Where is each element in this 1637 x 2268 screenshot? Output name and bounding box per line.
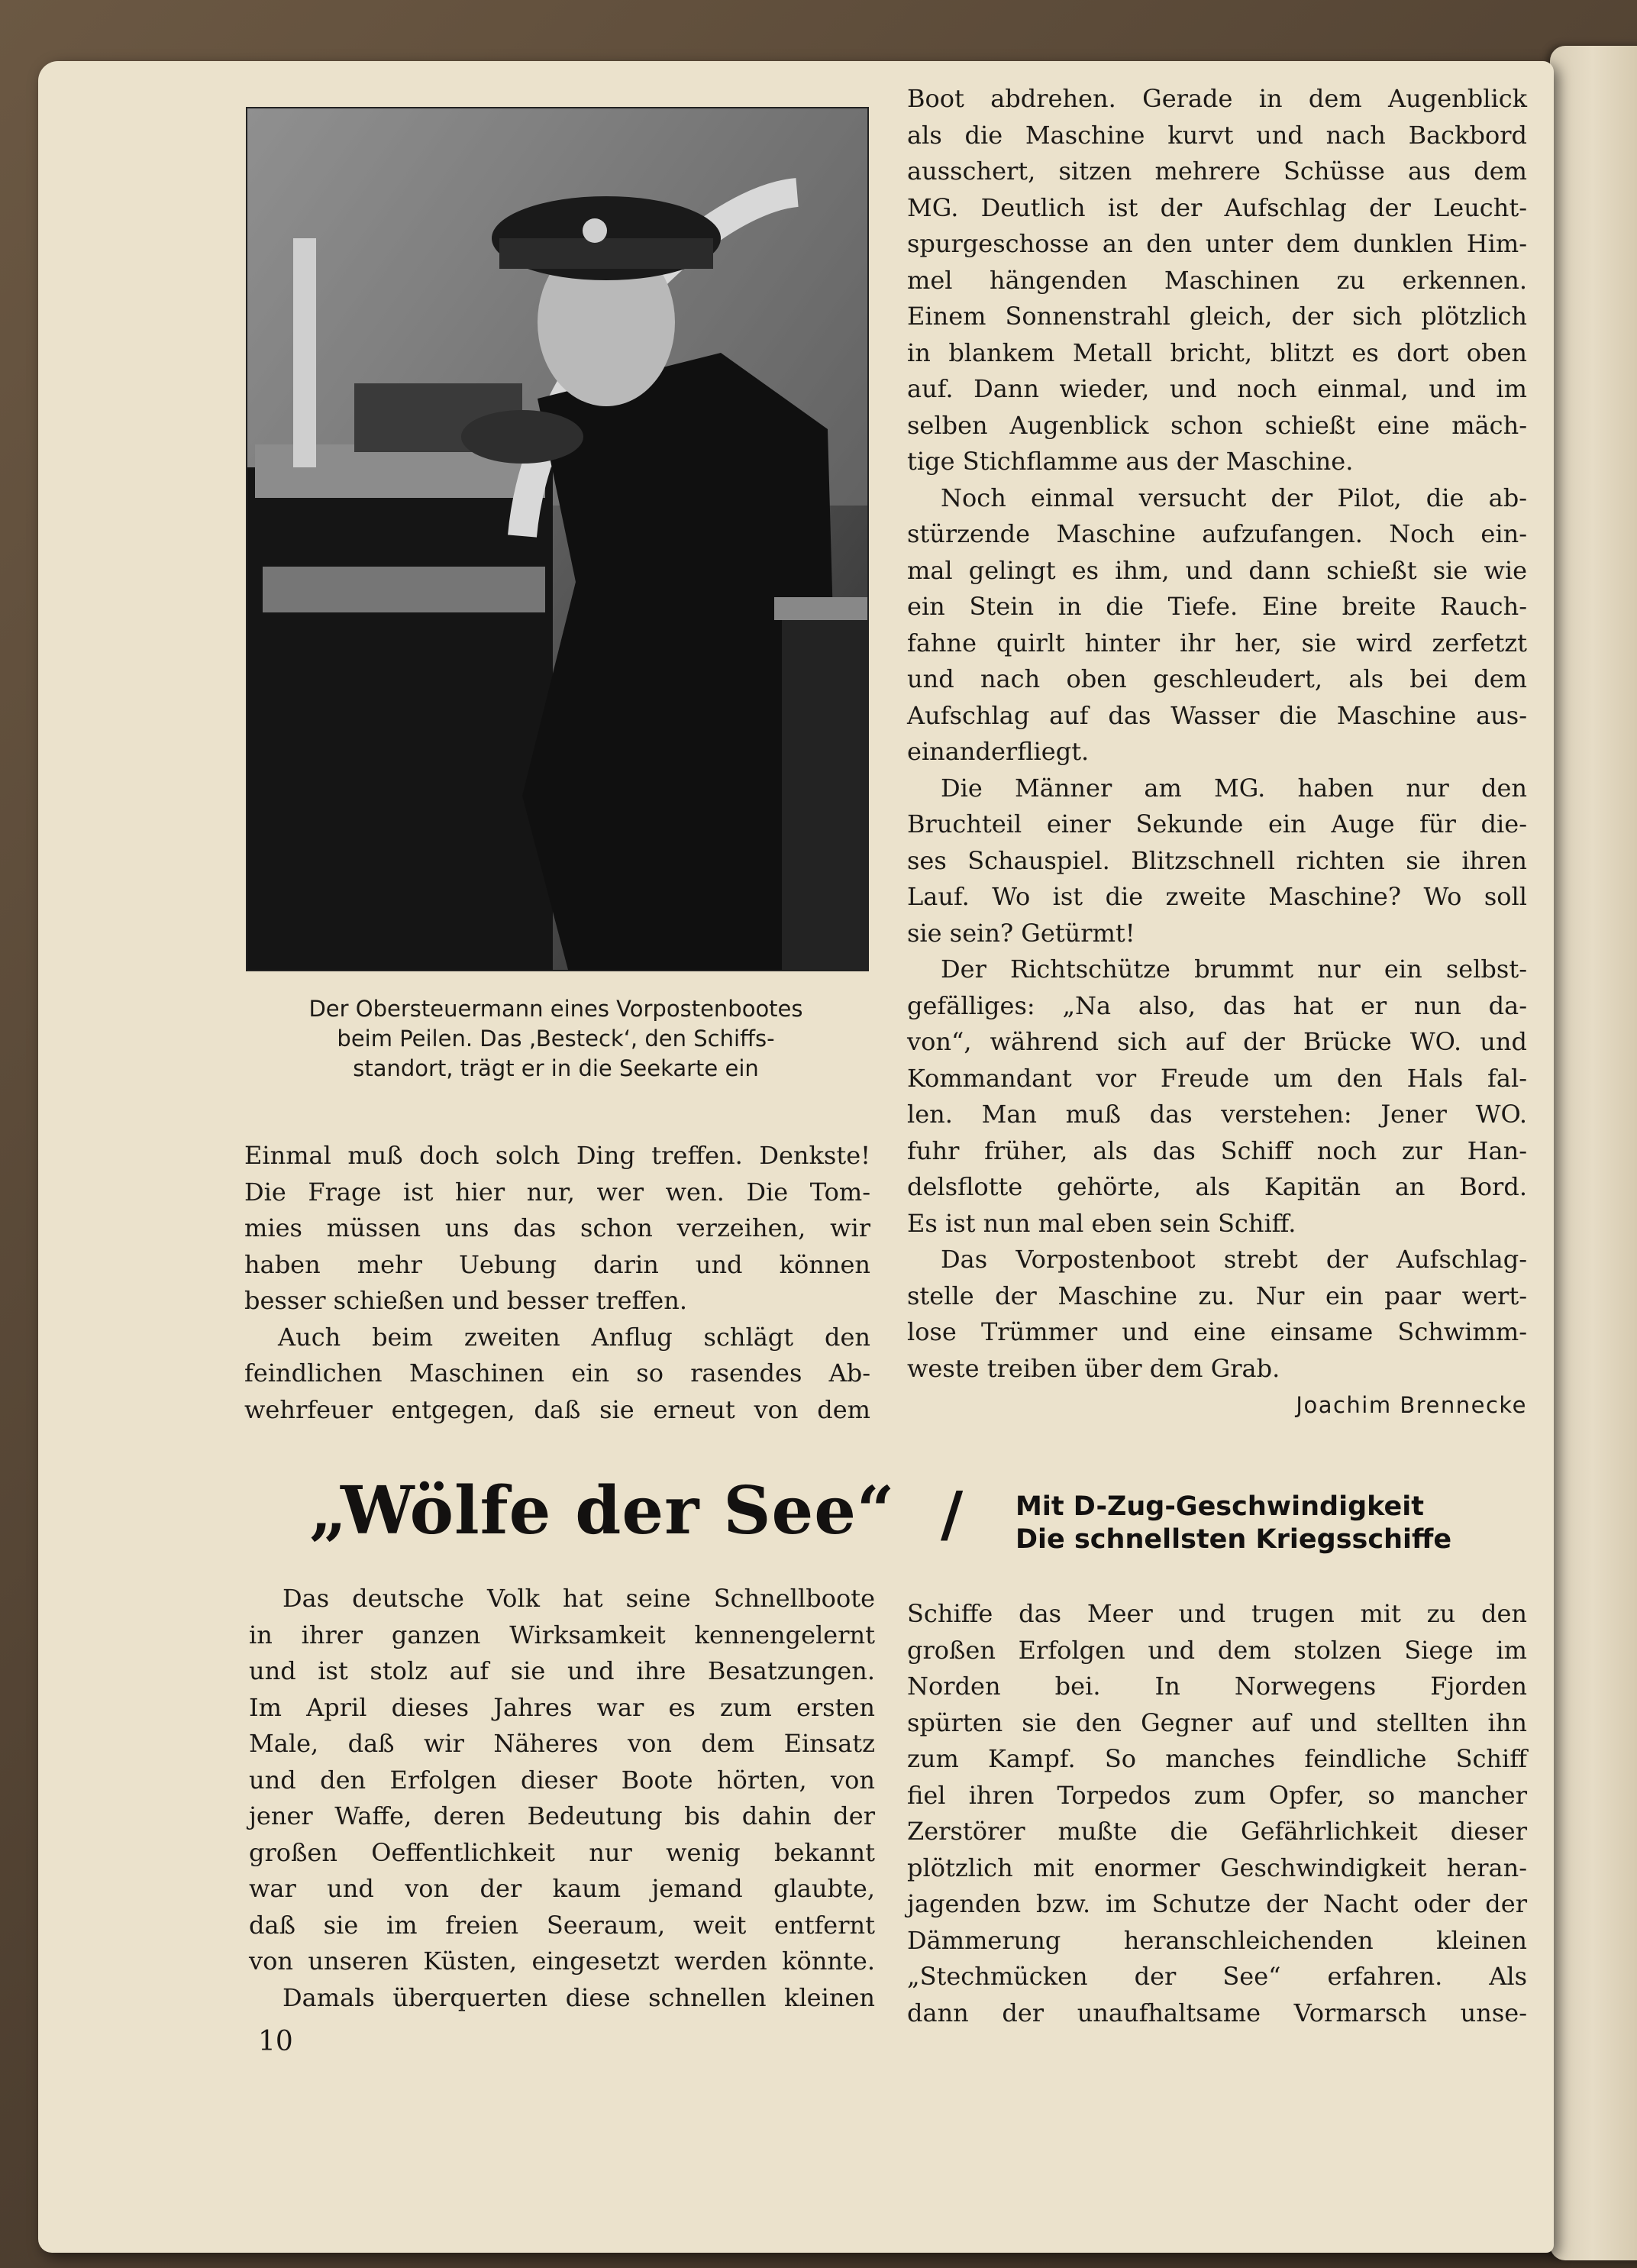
text-line: dann der unaufhaltsame Vormarsch unse- [907,1998,1527,2027]
text-line: großen Erfolgen und dem stolzen Siege im [907,1635,1527,1665]
text-line: auf. Dann wieder, und noch einmal, und im [907,374,1527,403]
text-line: selben Augenblick schon schießt eine mäch- [907,410,1527,440]
text-line: ausschert, sitzen mehrere Schüsse aus dem [907,157,1527,186]
text-line: len. Man muß das verstehen: Jener WO. [907,1100,1527,1129]
text-line: Einmal muß doch solch Ding treffen. Denkste! [244,1141,870,1170]
text-line: war und von der kaum jemand glaubte, [249,1874,875,1903]
text-line: Schiffe das Meer und trugen mit zu den [907,1599,1527,1628]
adjacent-page-edge [1550,46,1637,2260]
text-line: Dämmerung heranschleichenden kleinen [907,1925,1527,1955]
article-subheadline [1015,1491,1451,1556]
text-line: stelle der Maschine zu. Nur ein paar wert- [907,1281,1527,1310]
text-line: lose Trümmer und eine einsame Schwimm- [907,1317,1527,1346]
text-line: großen Oeffentlichkeit nur wenig bekannt [249,1837,875,1867]
text-line: mies müssen uns das schon verzeihen, wir [244,1213,870,1242]
text-line: haben mehr Uebung darin und können [244,1249,870,1279]
text-line: einanderfliegt. [907,737,1090,766]
text-line: in blankem Metall bricht, blitzt es dort oben [907,338,1527,367]
text-line: Male, daß wir Näheres von dem Einsatz [249,1729,875,1758]
text-line: mel hängenden Maschinen zu erkennen. [907,265,1527,295]
text-line: Zerstörer mußte die Gefährlichkeit dieser [907,1817,1527,1846]
subheadline-line: Die schnellsten Kriegsschiffe [1015,1524,1452,1555]
text-line: von“, während sich auf der Brücke WO. und [907,1027,1527,1056]
subheadline-line: Mit D-Zug-Geschwindigkeit [1015,1491,1424,1522]
text-line: gefälliges: „Na also, das hat er nun da- [907,990,1527,1020]
text-line: jagenden bzw. im Schutze der Nacht oder der [907,1889,1527,1918]
page-number: 10 [258,2026,293,2057]
text-line: sie sein? Getürmt! [907,918,1135,948]
article-headline: „Wölfe der See“ [309,1472,896,1549]
article-column-top-left [244,1138,870,1428]
text-line: und ist stolz auf sie und ihre Besatzungen. [249,1656,875,1685]
text-line: fiel ihren Torpedos zum Opfer, so mancher [907,1780,1527,1810]
text-line: in ihrer ganzen Wirksamkeit kennengelernt [249,1620,875,1649]
text-line: Noch einmal versucht der Pilot, die ab- [941,483,1527,512]
text-line: fahne quirlt hinter ihr her, sie wird zerfetzt [907,628,1527,657]
text-line: jener Waffe, deren Bedeutung bis dahin der [249,1801,875,1830]
text-line: feindlichen Maschinen ein so rasendes Ab- [244,1359,870,1388]
text-line: ein Stein in die Tiefe. Eine breite Rauch- [907,592,1527,621]
caption-line: standort, trägt er in die Seekarte ein [353,1055,759,1081]
text-line: Kommandant vor Freude um den Hals fal- [907,1063,1527,1093]
article-column-bottom-left [249,1581,875,2016]
text-line: stürzende Maschine aufzufangen. Noch ein- [907,519,1527,548]
text-line: Auch beim zweiten Anflug schlägt den [278,1322,870,1352]
text-line: mal gelingt es ihm, und dann schießt sie wie [907,555,1527,585]
text-line: ses Schauspiel. Blitzschnell richten sie ihren [907,845,1527,875]
text-line: Die Männer am MG. haben nur den [941,773,1527,803]
text-line: Es ist nun mal eben sein Schiff. [907,1208,1296,1238]
text-line: weste treiben über dem Grab. [907,1353,1280,1383]
article-column-bottom-right [907,1596,1527,2031]
text-line: Im April dieses Jahres war es zum ersten [249,1692,875,1722]
headline-separator: / [941,1478,964,1549]
article-column-top-right [907,81,1527,1387]
photo-caption [243,994,869,1084]
text-line: Lauf. Wo ist die zweite Maschine? Wo soll [907,882,1527,911]
text-line: Norden bei. In Norwegens Fjorden [907,1672,1527,1701]
text-line: Das Vorpostenboot strebt der Aufschlag- [941,1245,1527,1274]
text-line: fuhr früher, als das Schiff noch zur Han- [907,1136,1527,1165]
text-line: zum Kampf. So manches feindliche Schiff [907,1744,1527,1773]
caption-line: beim Peilen. Das ‚Besteck‘, den Schiffs- [337,1026,775,1052]
text-line: Einem Sonnenstrahl gleich, der sich plötzlich [907,302,1527,331]
text-line: von unseren Küsten, eingesetzt werden könnte. [249,1947,875,1976]
text-line: Das deutsche Volk hat seine Schnellboote [283,1584,875,1613]
text-line: Bruchteil einer Sekunde ein Auge für die- [907,809,1527,838]
text-line: „Stechmücken der See“ erfahren. Als [907,1962,1527,1991]
text-line: Aufschlag auf das Wasser die Maschine aus- [907,700,1527,730]
text-line: und den Erfolgen dieser Boote hörten, von [249,1765,875,1795]
text-line: spurgeschosse an den unter dem dunklen Him- [907,229,1527,258]
text-line: als die Maschine kurvt und nach Backbord [907,120,1527,150]
text-line: daß sie im freien Seeraum, weit entfernt [249,1910,875,1940]
text-line: delsflotte gehörte, als Kapitän an Bord. [907,1172,1527,1201]
text-line: MG. Deutlich ist der Aufschlag der Leucht- [907,192,1527,222]
text-line: wehrfeuer entgegen, daß sie erneut von dem [244,1394,870,1424]
caption-line: Der Obersteuermann eines Vorpostenbootes [308,996,803,1022]
text-line: plötzlich mit enormer Geschwindigkeit heran- [907,1853,1527,1882]
text-line: Die Frage ist hier nur, wer wen. Die Tom- [244,1177,870,1207]
text-line: Der Richtschütze brummt nur ein selbst- [941,955,1527,984]
text-line: Boot abdrehen. Gerade in dem Augenblick [907,84,1527,113]
text-line: spürten sie den Gegner auf und stellten ihn [907,1707,1527,1737]
text-line: besser schießen und besser treffen. [244,1286,687,1315]
text-line: Damals überquerten diese schnellen kleinen [283,1982,875,2012]
author-byline: Joachim Brennecke [1296,1392,1527,1418]
photo-helmsman-taking-bearing [246,107,869,971]
text-line: tige Stichflamme aus der Maschine. [907,447,1354,476]
text-line: und nach oben geschleudert, als bei dem [907,664,1527,693]
